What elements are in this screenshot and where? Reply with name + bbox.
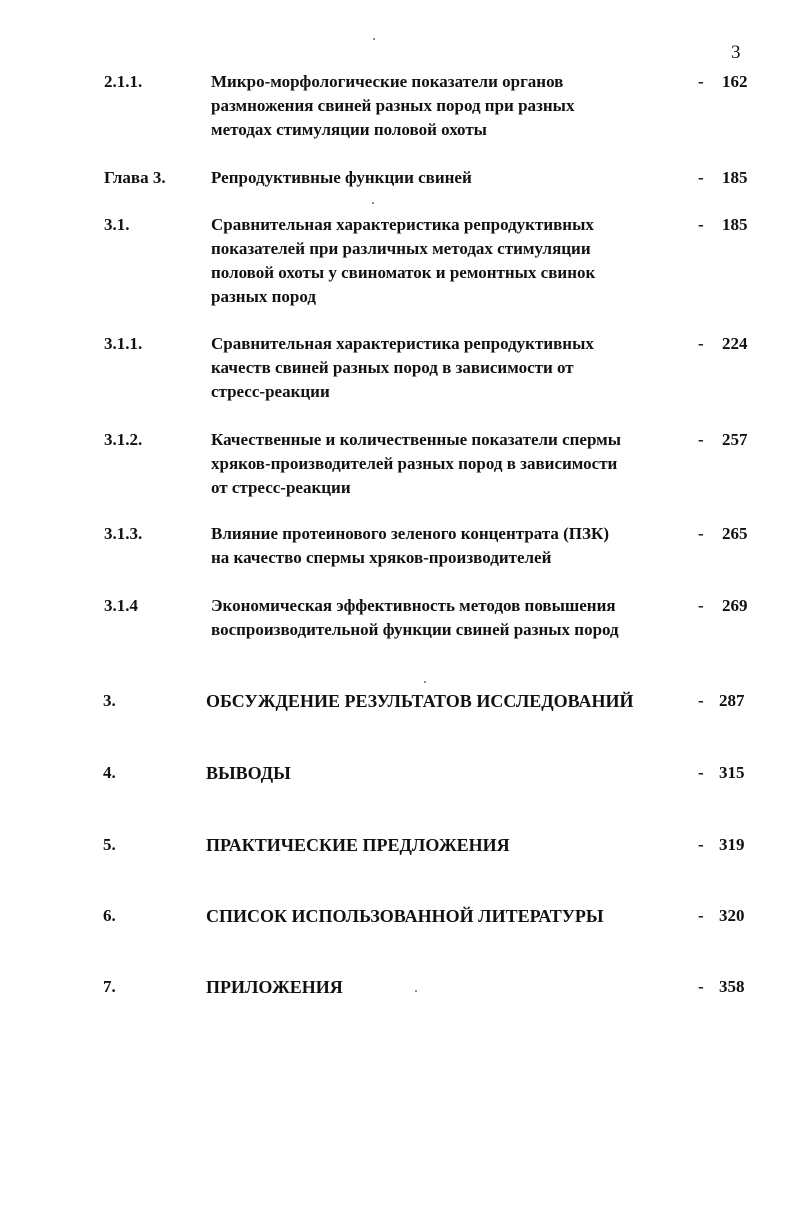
- toc-title-line: методах стимуляции половой охоты: [211, 120, 487, 139]
- toc-leader-dash: -: [698, 334, 704, 353]
- toc-entry-number: 3.1.: [104, 215, 130, 234]
- toc-entry-title: [211, 522, 686, 570]
- toc-entry-title: [211, 428, 686, 500]
- toc-page-number: 287: [719, 691, 745, 710]
- toc-entry-number: 2.1.1.: [104, 72, 143, 91]
- toc-title-line: размножения свиней разных пород при разных: [211, 96, 575, 115]
- toc-entry-title: [206, 833, 696, 857]
- toc-page-number: 185: [722, 168, 748, 187]
- toc-title-line: воспроизводительной функции свиней разных пород: [211, 620, 619, 639]
- toc-leader-dash: -: [698, 763, 704, 782]
- toc-entry-number: Глава 3.: [104, 168, 166, 187]
- toc-entry-title: [211, 213, 686, 309]
- scan-speck: [424, 681, 426, 683]
- toc-leader-dash: -: [698, 72, 704, 91]
- toc-title-line: Экономическая эффективность методов повышения: [211, 596, 616, 615]
- toc-leader-dash: -: [698, 524, 704, 543]
- toc-title-line: ПРАКТИЧЕСКИЕ ПРЕДЛОЖЕНИЯ: [206, 835, 510, 855]
- toc-page-number: 224: [722, 334, 748, 353]
- toc-page-number: 269: [722, 596, 748, 615]
- toc-entry-number: 3.1.2.: [104, 430, 143, 449]
- toc-entry-title: [211, 166, 686, 190]
- toc-leader-dash: -: [698, 215, 704, 234]
- toc-page-number: 265: [722, 524, 748, 543]
- toc-entry-number: 4.: [103, 763, 116, 782]
- toc-entry-title: [206, 904, 696, 928]
- toc-title-line: на качество спермы хряков-производителей: [211, 548, 552, 567]
- toc-title-line: от стресс-реакции: [211, 478, 351, 497]
- toc-page-number: 315: [719, 763, 745, 782]
- toc-leader-dash: -: [698, 977, 704, 996]
- toc-title-line: хряков-производителей разных пород в зависимости: [211, 454, 618, 473]
- toc-title-line: половой охоты у свиноматок и ремонтных свинок: [211, 263, 596, 282]
- toc-leader-dash: -: [698, 835, 704, 854]
- toc-title-line: стресс-реакции: [211, 382, 330, 401]
- page-number: 3: [731, 42, 741, 63]
- toc-leader-dash: -: [698, 430, 704, 449]
- toc-page-number: 320: [719, 906, 745, 925]
- toc-title-line: Репродуктивные функции свиней: [211, 168, 472, 187]
- scan-speck: [415, 990, 417, 992]
- scan-speck: [373, 38, 375, 40]
- toc-entry-number: 3.1.1.: [104, 334, 143, 353]
- toc-entry-title: [211, 594, 686, 642]
- toc-page-number: 162: [722, 72, 748, 91]
- toc-title-line: разных пород: [211, 287, 316, 306]
- toc-entry-title: [211, 70, 686, 142]
- toc-entry-number: 5.: [103, 835, 116, 854]
- toc-title-line: Влияние протеинового зеленого концентрата (ПЗК): [211, 524, 609, 543]
- toc-title-line: Микро-морфологические показатели органов: [211, 72, 564, 91]
- toc-entry-title: [211, 332, 686, 404]
- toc-title-line: качеств свиней разных пород в зависимости от: [211, 358, 574, 377]
- toc-entry-number: 3.: [103, 691, 116, 710]
- toc-title-line: ПРИЛОЖЕНИЯ: [206, 977, 343, 997]
- toc-page-number: 185: [722, 215, 748, 234]
- toc-leader-dash: -: [698, 691, 704, 710]
- toc-leader-dash: -: [698, 596, 704, 615]
- toc-page-number: 319: [719, 835, 745, 854]
- toc-title-line: Сравнительная характеристика репродуктивных: [211, 334, 594, 353]
- toc-title-line: показателей при различных методах стимуляции: [211, 239, 591, 258]
- toc-entry-number: 3.1.4: [104, 596, 138, 615]
- toc-title-line: ОБСУЖДЕНИЕ РЕЗУЛЬТАТОВ ИССЛЕДОВАНИЙ: [206, 691, 634, 711]
- toc-title-line: СПИСОК ИСПОЛЬЗОВАННОЙ ЛИТЕРАТУРЫ: [206, 906, 604, 926]
- toc-title-line: Качественные и количественные показатели спермы: [211, 430, 622, 449]
- toc-entry-title: [206, 689, 696, 713]
- toc-title-line: ВЫВОДЫ: [206, 763, 291, 783]
- toc-title-line: Сравнительная характеристика репродуктивных: [211, 215, 594, 234]
- toc-entry-number: 7.: [103, 977, 116, 996]
- scan-speck: [372, 202, 374, 204]
- toc-entry-title: [206, 975, 696, 999]
- toc-page-number: 257: [722, 430, 748, 449]
- toc-entry-title: [206, 761, 696, 785]
- toc-entry-number: 6.: [103, 906, 116, 925]
- toc-page-number: 358: [719, 977, 745, 996]
- toc-leader-dash: -: [698, 906, 704, 925]
- toc-entry-number: 3.1.3.: [104, 524, 143, 543]
- toc-leader-dash: -: [698, 168, 704, 187]
